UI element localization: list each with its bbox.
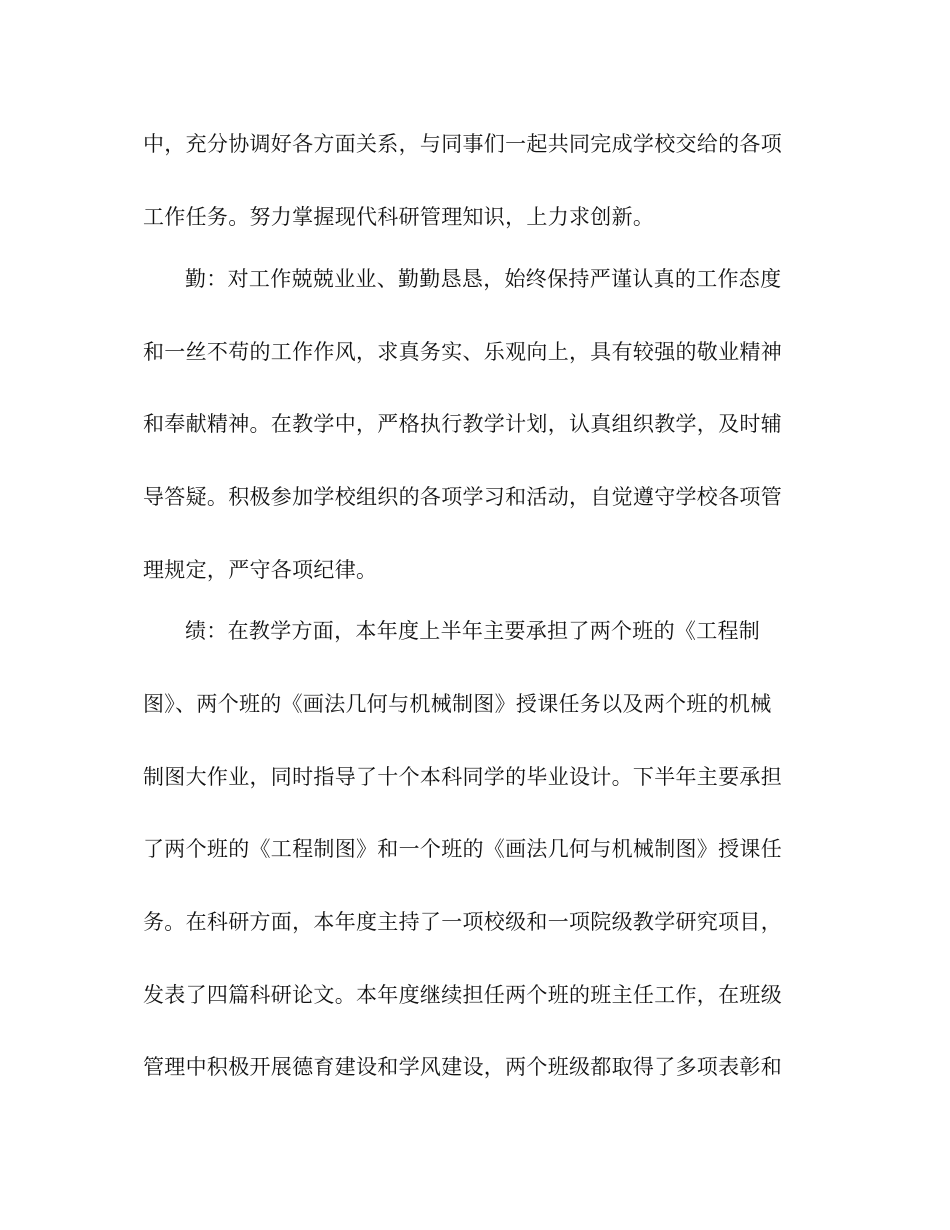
text-line-4: 和一丝不苟的工作作风，求真务实、乐观向上，具有较强的敬业精神 xyxy=(143,340,782,364)
text-line-1: 中，充分协调好各方面关系，与同事们一起共同完成学校交给的各项 xyxy=(143,132,782,156)
text-line-6: 导答疑。积极参加学校组织的各项学习和活动，自觉遵守学校各项管 xyxy=(143,485,782,509)
text-line-11: 了两个班的《工程制图》和一个班的《画法几何与机械制图》授课任 xyxy=(143,837,782,861)
paragraph-qin-start: 勤：对工作兢兢业业、勤勤恳恳，始终保持严谨认真的工作态度 xyxy=(185,267,782,291)
text-line-7: 理规定，严守各项纪律。 xyxy=(143,558,378,582)
text-line-5: 和奉献精神。在教学中，严格执行教学计划，认真组织教学，及时辅 xyxy=(143,412,782,436)
text-line-13: 发表了四篇科研论文。本年度继续担任两个班的班主任工作，在班级 xyxy=(143,983,782,1007)
text-line-10: 制图大作业，同时指导了十个本科同学的毕业设计。下半年主要承担 xyxy=(143,765,782,789)
text-line-12: 务。在科研方面，本年度主持了一项校级和一项院级教学研究项目， xyxy=(143,910,782,934)
text-line-2: 工作任务。努力掌握现代科研管理知识，上力求创新。 xyxy=(143,205,655,229)
text-line-9: 图》、两个班的《画法几何与机械制图》授课任务以及两个班的机械 xyxy=(143,692,772,716)
text-line-14: 管理中积极开展德育建设和学风建设，两个班级都取得了多项表彰和 xyxy=(143,1055,782,1079)
paragraph-ji-start: 绩：在教学方面，本年度上半年主要承担了两个班的《工程制 xyxy=(185,619,761,643)
